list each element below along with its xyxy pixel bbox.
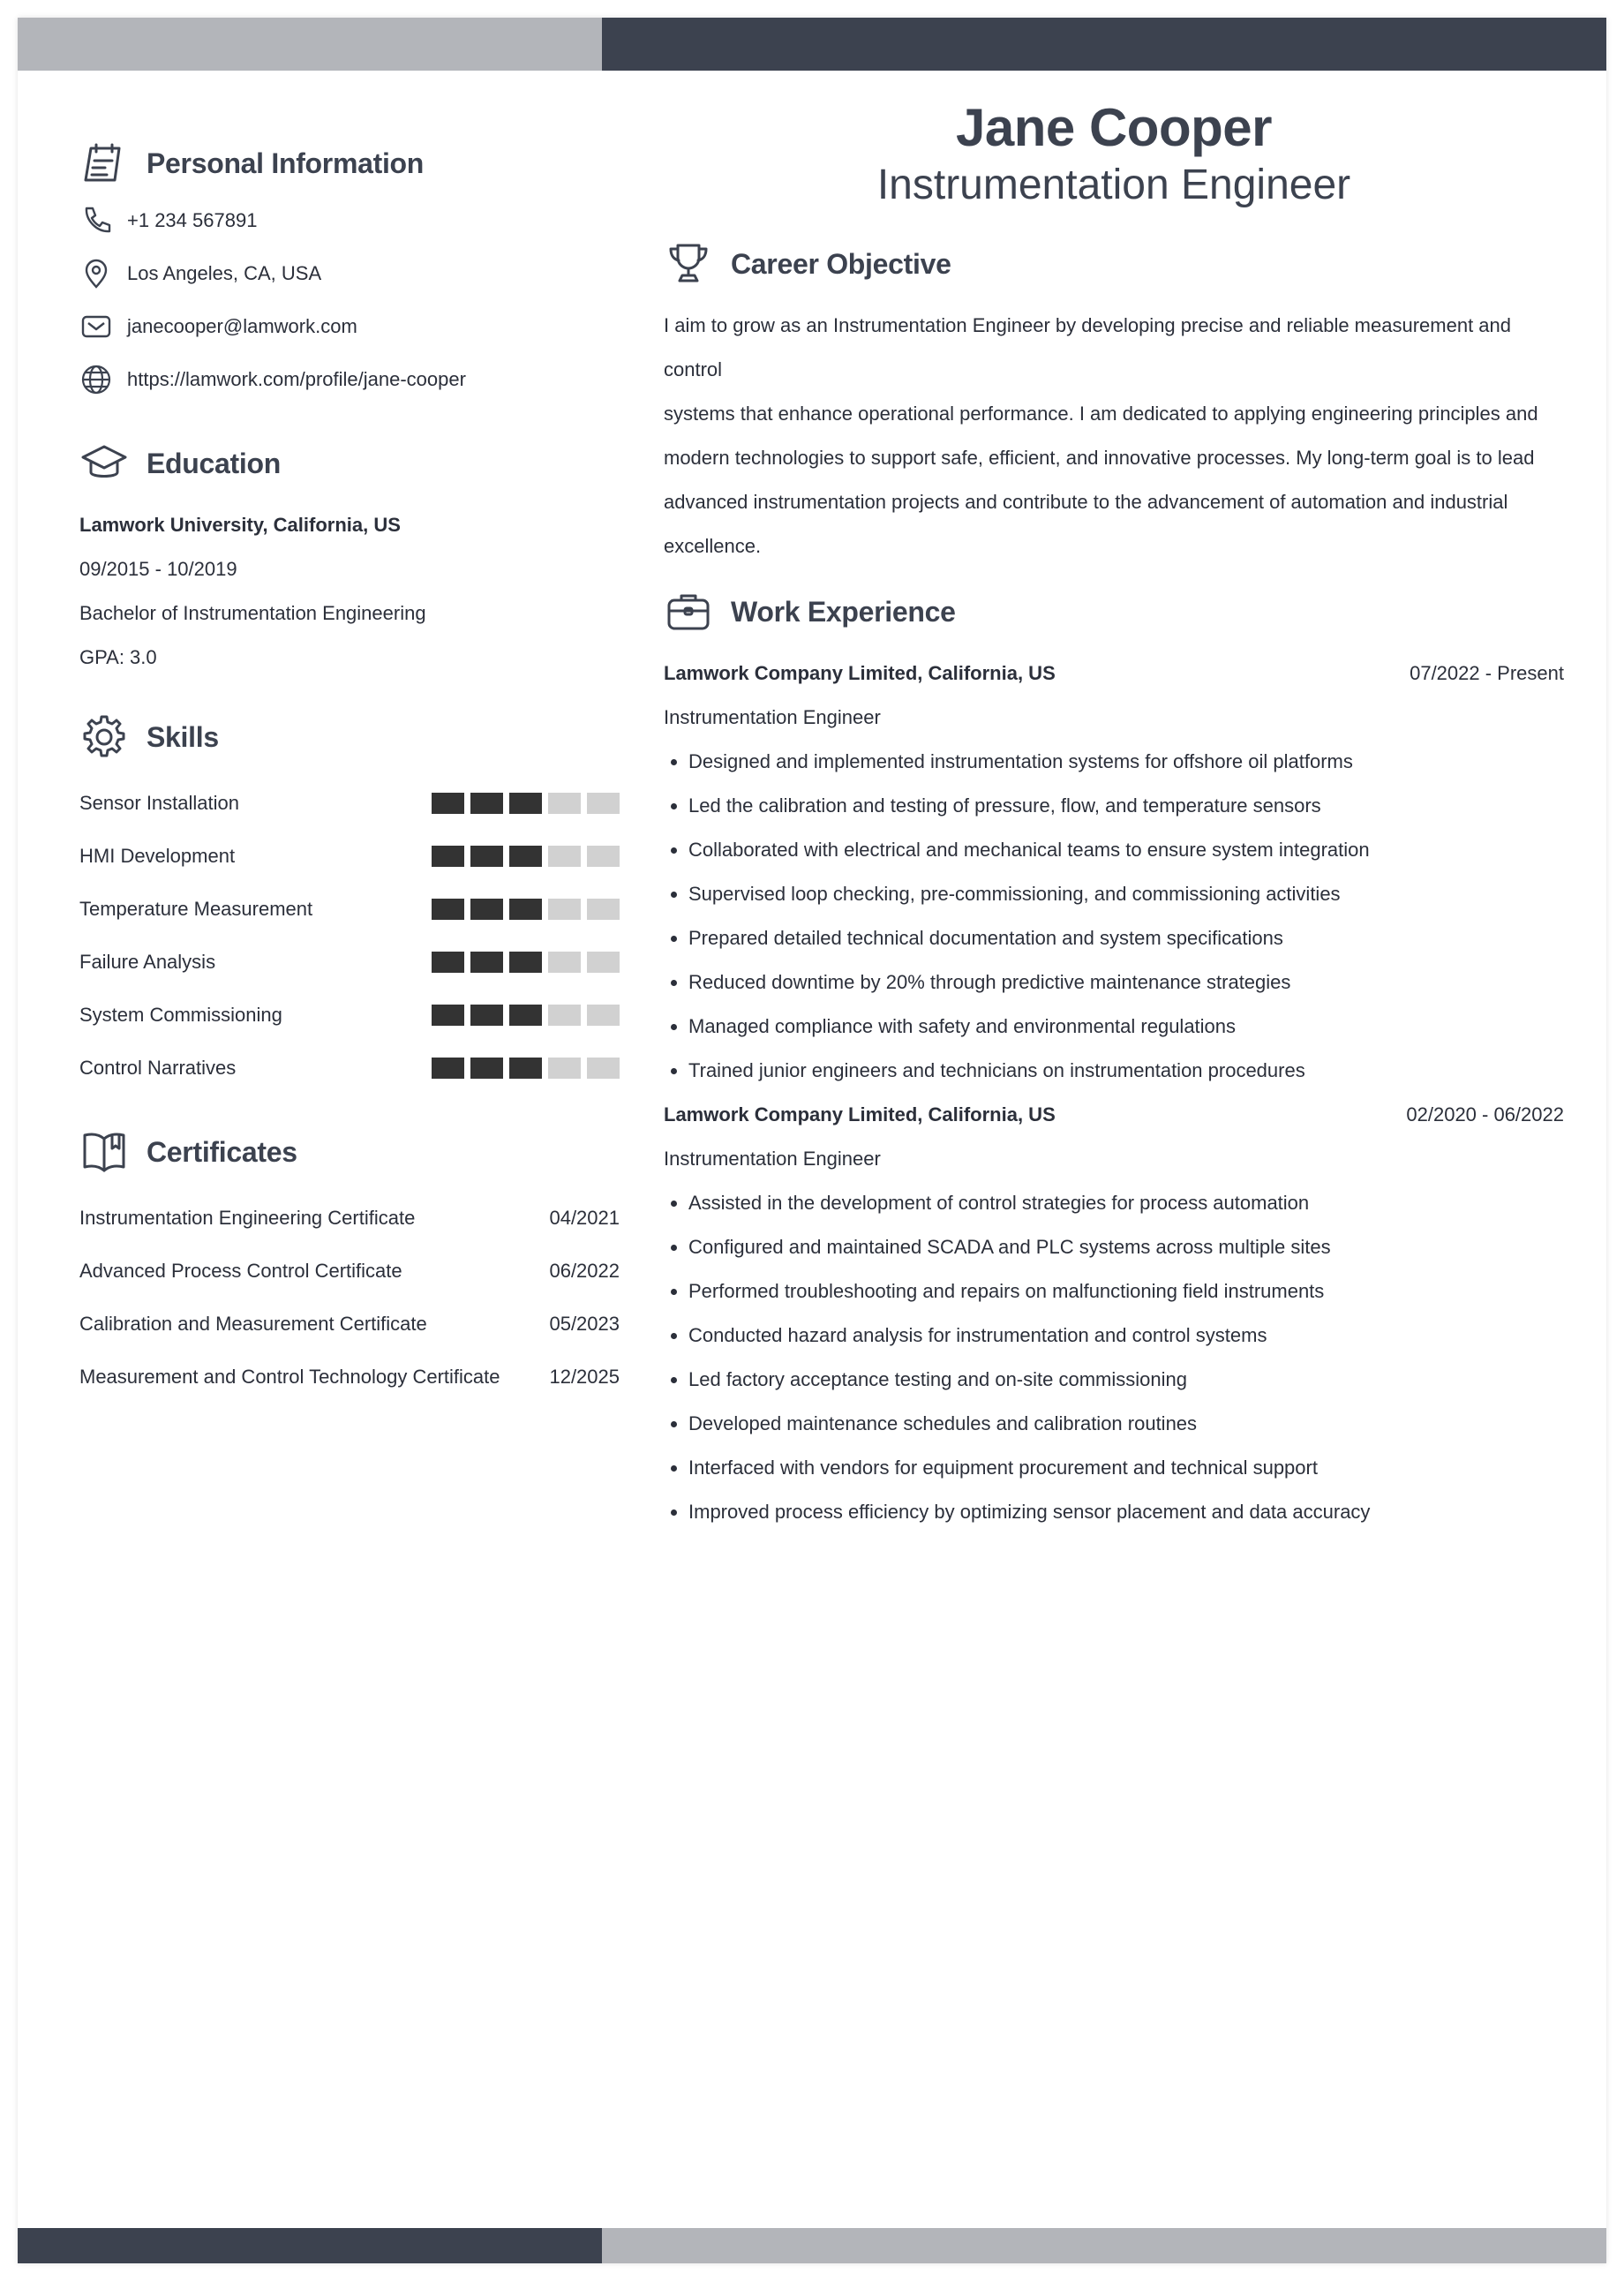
resume-page	[18, 18, 1606, 2263]
email-link[interactable]: janecooper@lamwork.com	[127, 315, 357, 337]
job-bullet: • Led the calibration and testing of pressure, flow, and temperature sensors	[688, 784, 1564, 828]
certificates-header	[79, 1121, 620, 1183]
trophy-icon	[664, 239, 713, 289]
left-column	[79, 132, 620, 1404]
certificate-date: 12/2025	[549, 1366, 620, 1388]
education-title: Education	[147, 447, 281, 479]
personal-info-title: Personal Information	[147, 147, 425, 179]
skill-segment-empty	[548, 846, 581, 867]
skill-segment-filled	[432, 793, 464, 814]
bottom-band-dark	[18, 2228, 602, 2263]
job-bullet: • Configured and maintained SCADA and PLC systems across multiple sites	[688, 1225, 1564, 1269]
skill-segment-empty	[587, 952, 620, 973]
skill-segment-filled	[509, 952, 542, 973]
skill-segment-empty	[548, 952, 581, 973]
bottom-band-light	[602, 2228, 1606, 2263]
skill-segment-filled	[470, 1058, 503, 1079]
skill-name: Sensor Installation	[79, 792, 239, 814]
skill-segment-empty	[548, 1058, 581, 1079]
skill-segment-filled	[509, 793, 542, 814]
certificate-name: Advanced Process Control Certificate	[79, 1260, 402, 1282]
skill-segment-filled	[432, 1058, 464, 1079]
education-dates: 09/2015 - 10/2019	[79, 558, 237, 580]
globe-icon	[79, 363, 113, 396]
job-bullet: • Conducted hazard analysis for instrumentation and control systems	[688, 1314, 1564, 1358]
certificate-row	[79, 1245, 620, 1298]
skills-list	[79, 777, 620, 1095]
objective-line: advanced instrumentation projects and contribute to the advancement of automation and industrial	[664, 491, 1508, 513]
contact-location	[79, 247, 620, 300]
skill-segment-empty	[587, 1058, 620, 1079]
skill-segment-empty	[587, 899, 620, 920]
skill-level-meter	[432, 1058, 620, 1079]
objective-line: modern technologies to support safe, efficient, and innovative processes. My long-term goal is to lead	[664, 447, 1535, 469]
certificate-name: Instrumentation Engineering Certificate	[79, 1207, 416, 1229]
job-bullet: • Trained junior engineers and technicians on instrumentation procedures	[688, 1049, 1564, 1093]
skill-level-meter	[432, 793, 620, 814]
graduation-cap-icon	[79, 439, 129, 488]
contact-website	[79, 353, 620, 406]
job-bullet: • Assisted in the development of control strategies for process automation	[688, 1181, 1564, 1225]
skill-level-meter	[432, 1005, 620, 1026]
gear-icon	[79, 712, 129, 762]
skill-segment-filled	[470, 793, 503, 814]
job-bullets	[664, 740, 1564, 1093]
job-header	[664, 651, 1564, 696]
certificates-list	[79, 1192, 620, 1404]
objective-text	[664, 304, 1564, 568]
skills-header	[79, 706, 620, 768]
skill-segment-filled	[470, 899, 503, 920]
certificate-name: Calibration and Measurement Certificate	[79, 1313, 427, 1335]
education-school: Lamwork University, California, US	[79, 514, 401, 536]
certificate-date: 05/2023	[549, 1313, 620, 1335]
location-pin-icon	[79, 257, 113, 290]
certificate-row	[79, 1351, 620, 1404]
skill-segment-filled	[509, 1058, 542, 1079]
skill-segment-empty	[548, 793, 581, 814]
job-bullet: • Designed and implemented instrumentation systems for offshore oil platforms	[688, 740, 1564, 784]
skill-segment-filled	[432, 899, 464, 920]
personal-info-header	[79, 132, 620, 194]
objective-title: Career Objective	[731, 247, 951, 280]
job-dates: 02/2020 - 06/2022	[1406, 1103, 1564, 1125]
skill-segment-empty	[548, 899, 581, 920]
candidate-name: Jane Cooper	[956, 98, 1272, 157]
certificates-title: Certificates	[147, 1135, 297, 1168]
certificate-date: 06/2022	[549, 1260, 620, 1282]
job-bullet: • Supervised loop checking, pre-commissioning, and commissioning activities	[688, 872, 1564, 916]
certificate-date: 04/2021	[549, 1207, 620, 1229]
location-text: Los Angeles, CA, USA	[127, 262, 322, 284]
skill-name: System Commissioning	[79, 1004, 282, 1026]
skill-row	[79, 936, 620, 989]
top-band-dark	[602, 18, 1606, 71]
education-degree: Bachelor of Instrumentation Engineering	[79, 602, 426, 624]
job-position: Instrumentation Engineer	[664, 1148, 881, 1170]
job-company: Lamwork Company Limited, California, US	[664, 662, 1056, 684]
skill-name: Failure Analysis	[79, 951, 216, 973]
job-bullet: • Interfaced with vendors for equipment procurement and technical support	[688, 1446, 1564, 1490]
open-book-icon	[79, 1127, 129, 1177]
skill-row	[79, 989, 620, 1042]
mail-icon	[79, 310, 113, 343]
skill-row	[79, 883, 620, 936]
skill-row	[79, 1042, 620, 1095]
job-bullet: • Reduced downtime by 20% through predictive maintenance strategies	[688, 960, 1564, 1005]
skills-title: Skills	[147, 720, 219, 753]
contact-phone	[79, 194, 620, 247]
skill-level-meter	[432, 952, 620, 973]
skill-segment-filled	[509, 899, 542, 920]
jobs-list	[664, 651, 1564, 1534]
skill-segment-filled	[470, 846, 503, 867]
right-column	[664, 97, 1564, 1534]
skill-name: Temperature Measurement	[79, 898, 313, 920]
candidate-title: Instrumentation Engineer	[876, 162, 1351, 208]
job-header	[664, 1093, 1564, 1137]
phone-text: +1 234 567891	[127, 209, 258, 231]
website-link[interactable]: https://lamwork.com/profile/jane-cooper	[127, 368, 466, 390]
certificate-row	[79, 1298, 620, 1351]
calendar-note-icon	[79, 139, 129, 188]
certificate-name: Measurement and Control Technology Certificate	[79, 1366, 500, 1388]
phone-icon	[79, 204, 113, 237]
skill-segment-filled	[432, 1005, 464, 1026]
skill-segment-filled	[509, 1005, 542, 1026]
skill-segment-empty	[587, 1005, 620, 1026]
skill-segment-filled	[432, 952, 464, 973]
objective-line: systems that enhance operational performance. I am dedicated to applying engineering principles and	[664, 403, 1538, 425]
experience-header	[664, 581, 1564, 643]
objective-line: excellence.	[664, 535, 762, 557]
skill-level-meter	[432, 899, 620, 920]
job-dates: 07/2022 - Present	[1410, 662, 1564, 684]
skill-name: Control Narratives	[79, 1057, 237, 1079]
job-bullet: • Prepared detailed technical documentation and system specifications	[688, 916, 1564, 960]
skill-segment-empty	[587, 793, 620, 814]
skill-segment-empty	[587, 846, 620, 867]
briefcase-icon	[664, 587, 713, 636]
skill-segment-filled	[509, 846, 542, 867]
skill-segment-filled	[470, 952, 503, 973]
skill-row	[79, 830, 620, 883]
objective-line: I aim to grow as an Instrumentation Engineer by developing precise and reliable measurement and control	[664, 314, 1511, 380]
experience-title: Work Experience	[731, 595, 956, 628]
job-company: Lamwork Company Limited, California, US	[664, 1103, 1056, 1125]
job-bullet: • Developed maintenance schedules and calibration routines	[688, 1402, 1564, 1446]
skill-name: HMI Development	[79, 845, 236, 867]
objective-header	[664, 233, 1564, 295]
skill-segment-filled	[432, 846, 464, 867]
job-bullet: • Improved process efficiency by optimizing sensor placement and data accuracy	[688, 1490, 1564, 1534]
skill-row	[79, 777, 620, 830]
job-bullet: • Managed compliance with safety and environmental regulations	[688, 1005, 1564, 1049]
job-bullet: • Led factory acceptance testing and on-site commissioning	[688, 1358, 1564, 1402]
job-bullet: • Collaborated with electrical and mechanical teams to ensure system integration	[688, 828, 1564, 872]
top-band-light	[18, 18, 602, 71]
contact-email	[79, 300, 620, 353]
certificate-row	[79, 1192, 620, 1245]
job-position: Instrumentation Engineer	[664, 706, 881, 728]
education-gpa: GPA: 3.0	[79, 646, 157, 668]
education-header	[79, 433, 620, 494]
skill-level-meter	[432, 846, 620, 867]
skill-segment-filled	[470, 1005, 503, 1026]
skill-segment-empty	[548, 1005, 581, 1026]
job-bullet: • Performed troubleshooting and repairs on malfunctioning field instruments	[688, 1269, 1564, 1314]
job-bullets	[664, 1181, 1564, 1534]
